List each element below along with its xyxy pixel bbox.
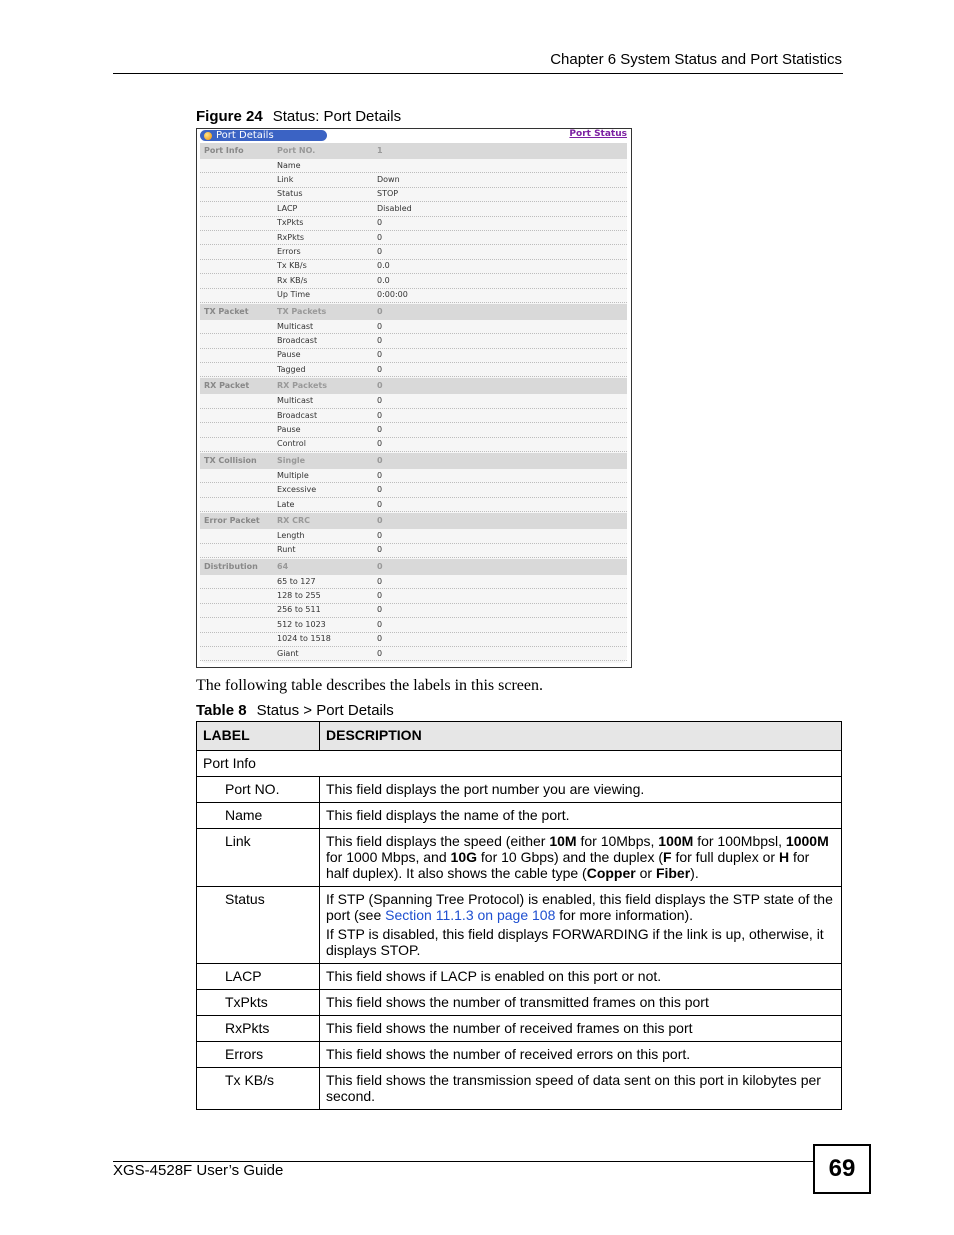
port-detail-row — [200, 143, 627, 159]
detail-field: Multiple — [277, 470, 309, 480]
port-detail-row — [200, 438, 627, 452]
detail-value: 0 — [377, 591, 383, 601]
row-description — [320, 887, 842, 964]
bold-term: Copper — [586, 865, 636, 881]
detail-value: 0 — [377, 470, 383, 480]
table-row — [197, 1042, 842, 1068]
detail-field: TX Packets — [277, 306, 327, 316]
detail-field: Control — [277, 439, 306, 449]
table-row — [197, 829, 842, 887]
panel-title-bar — [200, 130, 327, 141]
figure-title: Status: Port Details — [272, 108, 402, 125]
table-row — [197, 990, 842, 1016]
port-detail-row — [200, 334, 627, 348]
port-detail-row — [200, 217, 627, 231]
description-text: If STP is disabled, this field displays FORWARDING if the link is up, otherwise, it displays STOP. — [326, 926, 824, 958]
detail-value: 0:00:00 — [377, 290, 408, 300]
detail-value: 0 — [377, 350, 383, 360]
detail-field: Broadcast — [277, 335, 318, 345]
detail-group: Distribution — [204, 561, 258, 571]
description-text: This field shows the number of transmitted frames on this port — [326, 994, 709, 1010]
detail-field: Link — [277, 175, 294, 185]
detail-value: 0 — [377, 576, 383, 586]
detail-value: 0 — [377, 306, 383, 316]
detail-field: 65 to 127 — [277, 576, 316, 586]
row-description — [320, 1068, 842, 1110]
table-row — [197, 1068, 842, 1110]
detail-value: 0 — [377, 396, 383, 406]
port-detail-row — [200, 378, 627, 394]
description-table — [196, 721, 842, 1110]
detail-field: Up Time — [277, 290, 311, 300]
row-description — [320, 1016, 842, 1042]
port-detail-row — [200, 483, 627, 497]
row-label: Status — [197, 887, 320, 964]
bullet-icon — [204, 132, 212, 140]
detail-field: Excessive — [277, 485, 317, 495]
table-label: Table 8 — [196, 702, 247, 719]
bold-term: Fiber — [655, 865, 691, 881]
detail-field: Length — [277, 530, 305, 540]
detail-value: 0 — [377, 530, 383, 540]
panel-title: Port Details — [216, 130, 274, 141]
detail-value: 0 — [377, 424, 383, 434]
row-description — [320, 1042, 842, 1068]
description-paragraph — [326, 833, 835, 881]
table-row — [197, 887, 842, 964]
intro-text: The following table describes the labels in this screen. — [196, 677, 544, 694]
description-text: This field shows the number of received frames on this port — [326, 1020, 693, 1036]
detail-field: Giant — [277, 648, 299, 658]
description-paragraph — [326, 1072, 835, 1104]
detail-field: RX Packets — [277, 381, 328, 391]
description-text: or — [635, 865, 656, 881]
detail-value: 0 — [377, 561, 383, 571]
detail-value: 0 — [377, 634, 383, 644]
row-label: TxPkts — [197, 990, 320, 1016]
detail-field: 1024 to 1518 — [277, 634, 331, 644]
port-detail-row — [200, 647, 627, 661]
port-detail-row — [200, 513, 627, 529]
detail-field: Port NO. — [277, 146, 316, 155]
description-paragraph — [326, 781, 835, 797]
detail-field: 512 to 1023 — [277, 619, 326, 629]
detail-field: Broadcast — [277, 410, 318, 420]
port-detail-row — [200, 544, 627, 558]
detail-group: RX Packet — [204, 381, 250, 391]
detail-field: Pause — [277, 350, 301, 360]
row-description — [320, 803, 842, 829]
figure-caption — [196, 108, 401, 125]
detail-value: STOP — [377, 189, 399, 199]
detail-value: 0 — [377, 456, 383, 466]
header-rule — [113, 73, 843, 74]
detail-value: 0 — [377, 605, 383, 615]
detail-value: 0 — [377, 218, 383, 228]
description-text: This field shows the number of received errors on this port. — [326, 1046, 691, 1062]
port-detail-row — [200, 633, 627, 647]
detail-value: 0.0 — [377, 261, 390, 271]
page-number: 69 — [813, 1144, 871, 1194]
port-detail-row — [200, 320, 627, 334]
description-text: for 1000 Mbps, and — [326, 849, 451, 865]
detail-value: 0 — [377, 439, 383, 449]
port-detail-row — [200, 409, 627, 423]
description-paragraph — [326, 994, 835, 1010]
port-details-screenshot — [196, 128, 632, 668]
row-label: LACP — [197, 964, 320, 990]
detail-field: RxPkts — [277, 232, 305, 242]
row-label: Link — [197, 829, 320, 887]
detail-value: 0 — [377, 410, 383, 420]
row-description — [320, 829, 842, 887]
detail-field: Runt — [277, 545, 296, 555]
table-header-row — [197, 722, 842, 751]
port-status-link[interactable]: Port Status — [569, 129, 627, 139]
detail-value: 0 — [377, 335, 383, 345]
description-paragraph — [326, 1046, 835, 1062]
detail-value: 0 — [377, 619, 383, 629]
port-detail-list — [200, 143, 627, 663]
port-detail-row — [200, 349, 627, 363]
bold-term: H — [778, 849, 790, 865]
detail-field: Errors — [277, 247, 301, 257]
port-detail-row — [200, 559, 627, 575]
cross-reference-link[interactable]: Section 11.1.3 on page 108 — [385, 907, 556, 923]
row-description — [320, 777, 842, 803]
row-label: Name — [197, 803, 320, 829]
bold-term: 100M — [658, 833, 694, 849]
port-detail-row — [200, 604, 627, 618]
section-label: Port Info — [197, 751, 842, 777]
port-detail-row — [200, 274, 627, 288]
description-table-body — [197, 751, 842, 1110]
detail-group: TX Collision — [204, 456, 257, 466]
footer-guide-title: XGS-4528F User’s Guide — [113, 1162, 284, 1179]
description-paragraph — [326, 1020, 835, 1036]
detail-field: 64 — [277, 561, 289, 571]
detail-field: Status — [277, 189, 303, 199]
detail-value: 0 — [377, 232, 383, 242]
bold-term: F — [663, 849, 672, 865]
port-detail-row — [200, 589, 627, 603]
detail-field: LACP — [277, 203, 298, 213]
description-paragraph — [326, 807, 835, 823]
detail-field: RX CRC — [277, 516, 311, 526]
detail-field: Rx KB/s — [277, 275, 308, 285]
description-text: This field shows if LACP is enabled on this port or not. — [326, 968, 662, 984]
figure-label: Figure 24 — [196, 108, 263, 125]
detail-group: Port Info — [204, 146, 244, 155]
port-detail-row — [200, 453, 627, 469]
detail-field: Late — [277, 499, 295, 509]
detail-value: 0 — [377, 648, 383, 658]
port-detail-row — [200, 469, 627, 483]
description-text: This field displays the speed (either — [326, 833, 550, 849]
port-detail-row — [200, 260, 627, 274]
header-label: LABEL — [197, 722, 320, 751]
detail-field: 128 to 255 — [277, 591, 321, 601]
description-text: for full duplex or — [671, 849, 779, 865]
detail-value: 0 — [377, 545, 383, 555]
port-detail-row — [200, 394, 627, 408]
description-text: This field displays the port number you are viewing. — [326, 781, 645, 797]
description-text: This field displays the name of the port. — [326, 807, 570, 823]
detail-value: Disabled — [377, 203, 412, 213]
port-detail-row — [200, 498, 627, 512]
detail-value: 1 — [377, 146, 383, 155]
bold-term: 10M — [549, 833, 577, 849]
description-text: ). — [690, 865, 699, 881]
port-detail-row — [200, 529, 627, 543]
table-title: Status > Port Details — [256, 702, 394, 719]
detail-value: 0.0 — [377, 275, 390, 285]
row-description — [320, 964, 842, 990]
port-detail-row — [200, 173, 627, 187]
port-detail-row — [200, 188, 627, 202]
detail-field: 256 to 511 — [277, 605, 321, 615]
port-detail-row — [200, 202, 627, 216]
detail-value: 0 — [377, 499, 383, 509]
port-detail-row — [200, 618, 627, 632]
port-detail-row — [200, 289, 627, 303]
description-text: for half duplex). It also shows the cable type ( — [326, 849, 810, 881]
port-detail-row — [200, 423, 627, 437]
row-description — [320, 990, 842, 1016]
port-detail-row — [200, 231, 627, 245]
description-paragraph — [326, 891, 835, 923]
description-text: for more information). — [555, 907, 694, 923]
port-detail-row — [200, 245, 627, 259]
bold-term: 1000M — [785, 833, 829, 849]
description-text: for 100Mbpsl, — [693, 833, 786, 849]
detail-group: TX Packet — [204, 306, 249, 316]
table-row — [197, 803, 842, 829]
detail-value: 0 — [377, 364, 383, 374]
description-text: for 10 Gbps) and the duplex ( — [477, 849, 663, 865]
bold-term: 10G — [450, 849, 477, 865]
detail-field: Tx KB/s — [277, 261, 307, 271]
detail-field: Pause — [277, 424, 301, 434]
chapter-header: Chapter 6 System Status and Port Statistics — [550, 51, 842, 68]
detail-group: Error Packet — [204, 516, 260, 526]
detail-field: Name — [277, 160, 301, 170]
row-label: Port NO. — [197, 777, 320, 803]
description-paragraph — [326, 968, 835, 984]
description-paragraph — [326, 926, 835, 958]
description-text: If STP (Spanning Tree Protocol) is enabled, this field displays the STP state of the port (see — [326, 891, 833, 923]
row-label: Errors — [197, 1042, 320, 1068]
detail-value: Down — [377, 175, 400, 185]
section-row — [197, 751, 842, 777]
port-detail-row — [200, 363, 627, 377]
detail-value: 0 — [377, 516, 383, 526]
detail-field: TxPkts — [277, 218, 304, 228]
port-detail-row — [200, 304, 627, 320]
detail-value: 0 — [377, 485, 383, 495]
table-row — [197, 777, 842, 803]
detail-value: 0 — [377, 381, 383, 391]
table-caption — [196, 702, 394, 719]
port-detail-row — [200, 575, 627, 589]
header-description: DESCRIPTION — [320, 722, 842, 751]
detail-field: Multicast — [277, 396, 314, 406]
detail-field: Multicast — [277, 321, 314, 331]
port-detail-row — [200, 159, 627, 173]
description-text: This field shows the transmission speed of data sent on this port in kilobytes per second. — [326, 1072, 821, 1104]
table-row — [197, 1016, 842, 1042]
detail-value: 0 — [377, 247, 383, 257]
detail-field: Single — [277, 456, 306, 466]
row-label: RxPkts — [197, 1016, 320, 1042]
detail-field: Tagged — [277, 364, 306, 374]
row-label: Tx KB/s — [197, 1068, 320, 1110]
detail-value: 0 — [377, 321, 383, 331]
table-row — [197, 964, 842, 990]
description-text: for 10Mbps, — [576, 833, 659, 849]
